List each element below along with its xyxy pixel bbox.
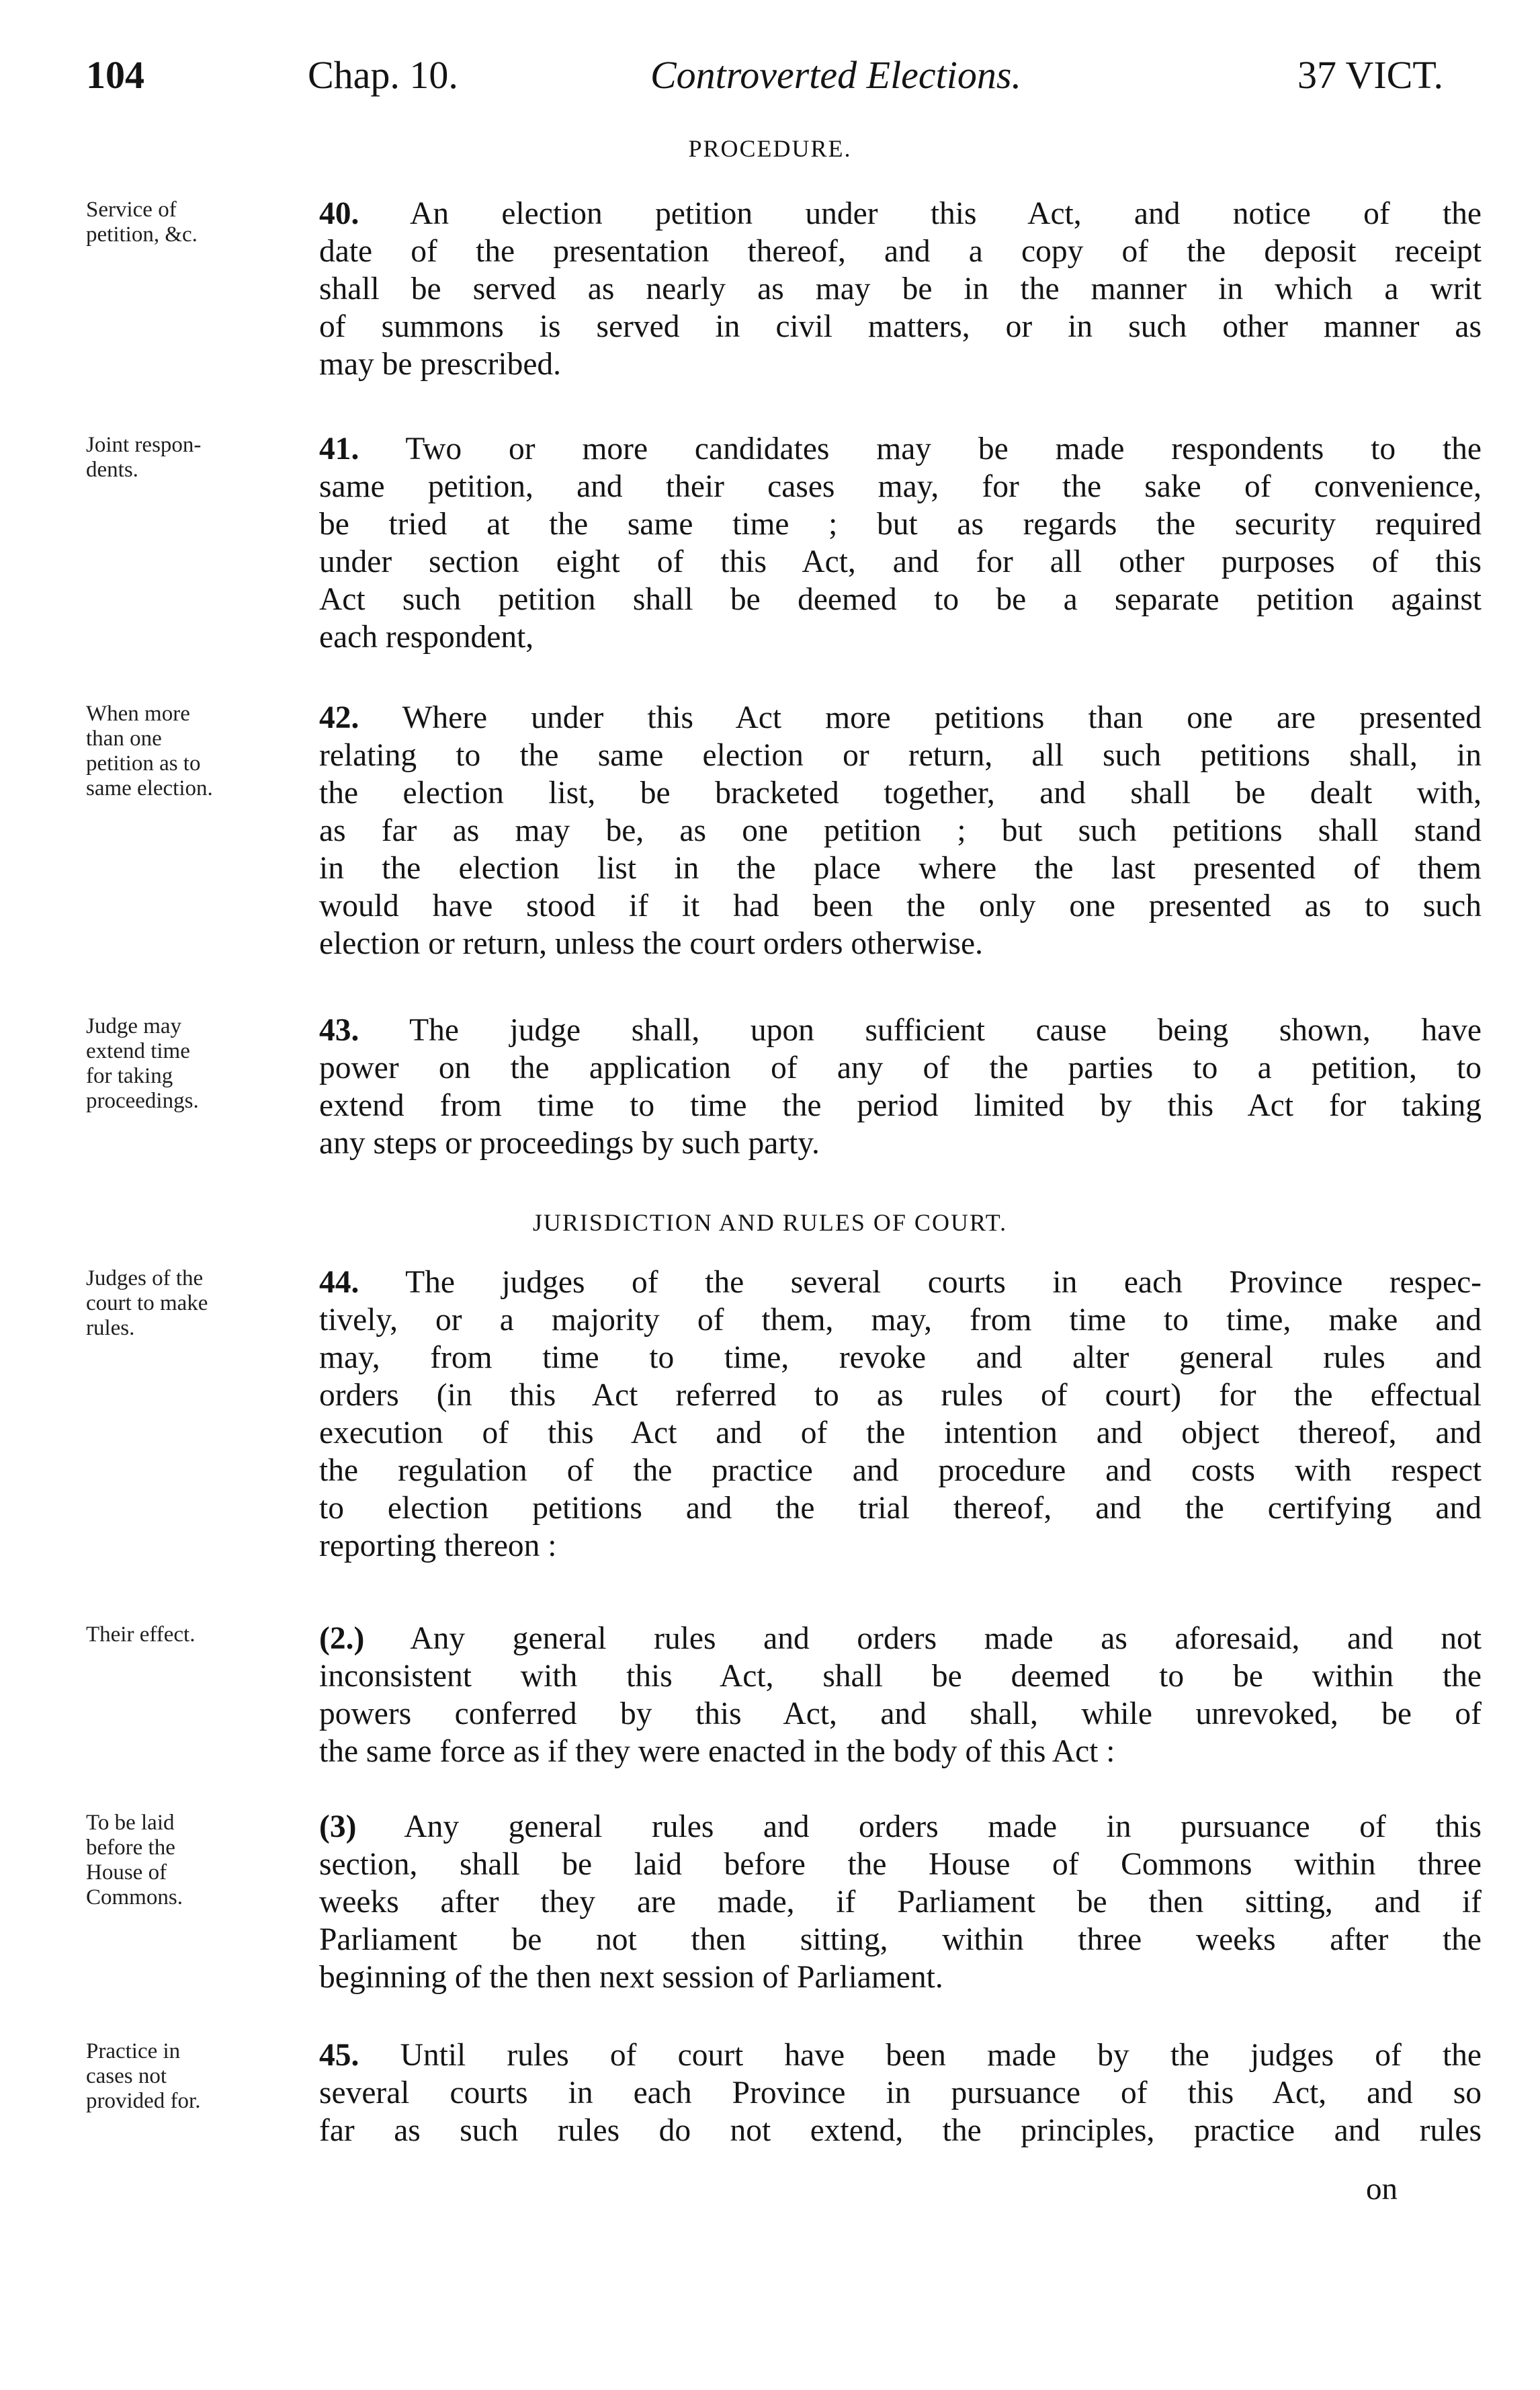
- text-line: be tried at the same time ; but as regards the security required: [319, 507, 1482, 542]
- text-line: may, from time to time, revoke and alter general rules and: [319, 1340, 1482, 1375]
- section-number: 42.: [319, 700, 359, 735]
- marginal-note-line: before the: [86, 1836, 175, 1860]
- heading-jurisdiction: JURISDICTION AND RULES OF COURT.: [532, 1209, 1008, 1236]
- marginal-note-line: Their effect.: [86, 1622, 196, 1647]
- text-line: the election list, be bracketed together, and shall be dealt with,: [319, 776, 1482, 811]
- text-line: under section eight of this Act, and for all other purposes of this: [319, 544, 1482, 579]
- text-line: beginning of the then next session of Parliament.: [319, 1960, 943, 1995]
- text-line: as far as may be, as one petition ; but such petitions shall stand: [319, 813, 1482, 848]
- text-line-content: Any general rules and orders made as aforesaid, and not: [410, 1621, 1482, 1656]
- text-line-content: The judge shall, upon sufficient cause being shown, have: [409, 1013, 1482, 1048]
- section-text: [319, 2036, 1482, 2149]
- text-line: [319, 1012, 1482, 1049]
- marginal-note: [86, 198, 288, 247]
- marginal-note-line: Commons.: [86, 1885, 183, 1909]
- marginal-note-line: Judge may: [86, 1014, 182, 1038]
- text-line: execution of this Act and of the intention and object thereof, and: [319, 1415, 1482, 1450]
- running-title: Controverted Elections.: [650, 53, 1021, 97]
- text-line: in the election list in the place where the last presented of them: [319, 851, 1482, 886]
- text-line: would have stood if it had been the only one presented as to such: [319, 889, 1482, 923]
- text-line: may be prescribed.: [319, 347, 562, 382]
- text-line-content: The judges of the several courts in each Province respec-: [405, 1265, 1482, 1300]
- text-line: election or return, unless the court orders otherwise.: [319, 926, 983, 961]
- text-line-content: Any general rules and orders made in pursuance of this: [404, 1809, 1482, 1844]
- section-number: 44.: [319, 1265, 359, 1300]
- section-number: 41.: [319, 431, 359, 466]
- marginal-note-line: House of: [86, 1860, 167, 1885]
- marginal-note: [86, 1014, 288, 1114]
- marginal-note: [86, 702, 288, 801]
- section-text: [319, 1808, 1482, 1996]
- text-line: Act such petition shall be deemed to be a separate petition against: [319, 582, 1482, 617]
- marginal-note: [86, 1811, 288, 1910]
- section-text: [319, 430, 1482, 656]
- chapter-label: Chap. 10.: [308, 53, 458, 97]
- section-text: [319, 1264, 1482, 1565]
- text-line-content: Where under this Act more petitions than one are presented: [402, 700, 1482, 735]
- marginal-note-line: for taking: [86, 1064, 173, 1088]
- marginal-note-line: Joint respon-: [86, 433, 202, 457]
- text-line-content: Until rules of court have been made by the judges of the: [400, 2038, 1482, 2073]
- text-line: several courts in each Province in pursuance of this Act, and so: [319, 2075, 1482, 2110]
- marginal-note-line: Practice in: [86, 2039, 181, 2063]
- text-line: shall be served as nearly as may be in the manner in which a writ: [319, 272, 1482, 306]
- text-line: [319, 430, 1482, 468]
- text-line: tively, or a majority of them, may, from time to time, make and: [319, 1303, 1482, 1337]
- section-number: 45.: [319, 2038, 359, 2073]
- text-line: relating to the same election or return, all such petitions shall, in: [319, 738, 1482, 773]
- section-text: [319, 1620, 1482, 1770]
- text-line-content: An election petition under this Act, and notice of the: [410, 196, 1482, 231]
- section-number: (2.): [319, 1621, 365, 1656]
- text-line: powers conferred by this Act, and shall, while unrevoked, be of: [319, 1696, 1482, 1731]
- running-header: [86, 42, 1443, 109]
- text-line: far as such rules do not extend, the principles, practice and rules: [319, 2113, 1482, 2148]
- marginal-note-line: petition, &c.: [86, 222, 198, 247]
- marginal-note-line: To be laid: [86, 1811, 175, 1835]
- marginal-note: [86, 1266, 288, 1341]
- text-line: reporting thereon :: [319, 1528, 557, 1563]
- marginal-note-line: rules.: [86, 1316, 135, 1340]
- text-line: section, shall be laid before the House of Commons within three: [319, 1847, 1482, 1882]
- marginal-note: [86, 2039, 288, 2114]
- text-line: orders (in this Act referred to as rules of court) for the effectual: [319, 1378, 1482, 1413]
- text-line: the same force as if they were enacted in the body of this Act :: [319, 1734, 1115, 1769]
- marginal-note: [86, 1622, 288, 1647]
- text-line: [319, 1620, 1482, 1657]
- regnal-year: 37 VICT.: [1297, 53, 1443, 97]
- text-line: same petition, and their cases may, for the sake of convenience,: [319, 469, 1482, 504]
- marginal-note: [86, 433, 288, 483]
- text-line: extend from time to time the period limited by this Act for taking: [319, 1088, 1482, 1123]
- marginal-note-line: same election.: [86, 776, 213, 800]
- section-number: 43.: [319, 1013, 359, 1048]
- text-line: Parliament be not then sitting, within three weeks after the: [319, 1922, 1482, 1957]
- marginal-note-line: proceedings.: [86, 1089, 199, 1113]
- text-line: date of the presentation thereof, and a copy of the deposit receipt: [319, 234, 1482, 269]
- text-line: inconsistent with this Act, shall be deemed to be within the: [319, 1659, 1482, 1694]
- section-text: [319, 699, 1482, 962]
- catchword: on: [1366, 2172, 1398, 2207]
- section-text: [319, 1012, 1482, 1162]
- marginal-note-line: extend time: [86, 1039, 190, 1063]
- section-number: (3): [319, 1809, 357, 1844]
- heading-procedure: PROCEDURE.: [688, 135, 852, 162]
- marginal-note-line: Judges of the: [86, 1266, 204, 1290]
- marginal-note-line: court to make: [86, 1291, 208, 1315]
- text-line: of summons is served in civil matters, or in such other manner as: [319, 309, 1482, 344]
- marginal-note-line: cases not: [86, 2064, 167, 2088]
- marginal-note-line: provided for.: [86, 2089, 201, 2113]
- page-number: 104: [86, 53, 144, 97]
- text-line: [319, 699, 1482, 737]
- text-line: [319, 2036, 1482, 2074]
- marginal-note-line: dents.: [86, 458, 138, 482]
- text-line: each respondent,: [319, 620, 534, 655]
- text-line-content: Two or more candidates may be made respondents to the: [405, 431, 1482, 466]
- text-line: power on the application of any of the parties to a petition, to: [319, 1050, 1482, 1085]
- text-line: weeks after they are made, if Parliament be then sitting, and if: [319, 1885, 1482, 1920]
- section-text: [319, 195, 1482, 383]
- text-line: any steps or proceedings by such party.: [319, 1126, 820, 1161]
- text-line: [319, 1264, 1482, 1301]
- marginal-note-line: When more: [86, 702, 190, 726]
- marginal-note-line: petition as to: [86, 751, 201, 776]
- marginal-note-line: Service of: [86, 198, 177, 222]
- section-number: 40.: [319, 196, 359, 231]
- marginal-note-line: than one: [86, 727, 162, 751]
- text-line: the regulation of the practice and procedure and costs with respect: [319, 1453, 1482, 1488]
- text-line: to election petitions and the trial thereof, and the certifying and: [319, 1491, 1482, 1526]
- text-line: [319, 195, 1482, 233]
- text-line: [319, 1808, 1482, 1846]
